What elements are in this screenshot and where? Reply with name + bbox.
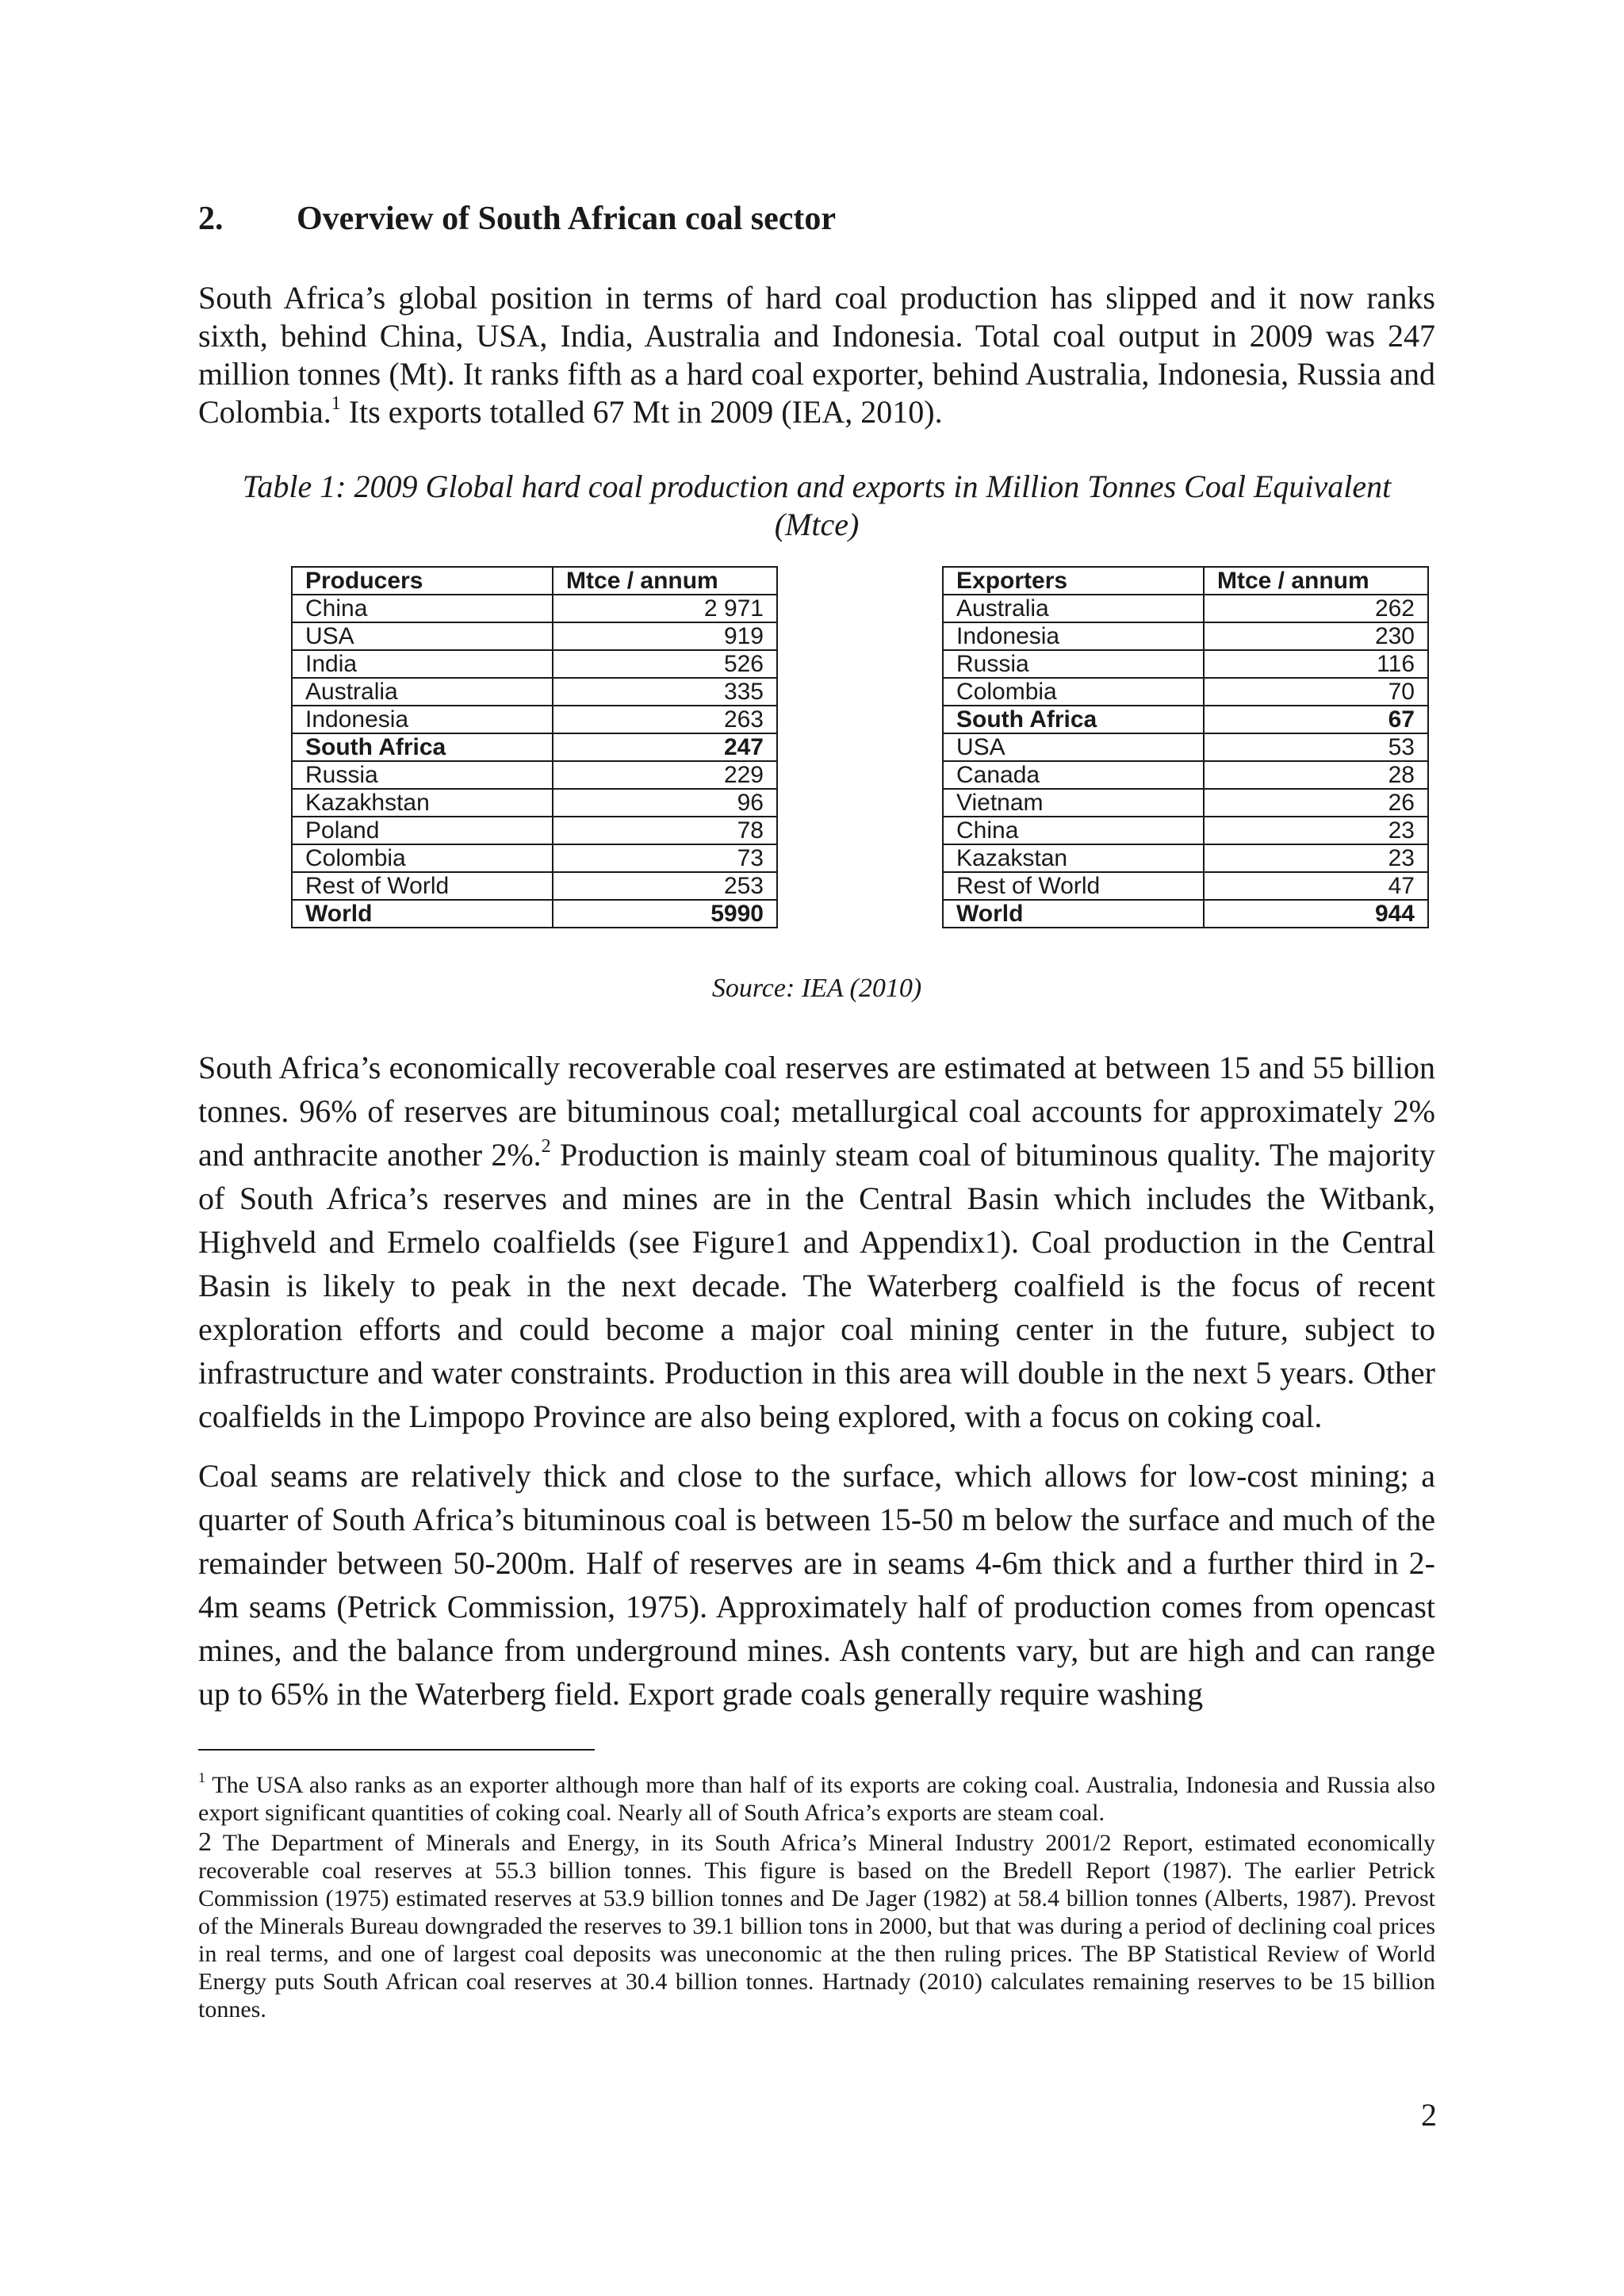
- table-row: [292, 900, 777, 928]
- country-cell: India: [292, 650, 553, 678]
- country-cell: Colombia: [292, 844, 553, 872]
- column-header: Exporters: [943, 567, 1204, 595]
- value-cell: 73: [553, 844, 777, 872]
- paragraph-coal-ranking: [198, 279, 1435, 431]
- value-cell: 229: [553, 761, 777, 789]
- value-cell: 253: [553, 872, 777, 900]
- footnote-mark: 1: [198, 1770, 205, 1786]
- table-row: [943, 622, 1428, 650]
- value-cell: 2 971: [553, 595, 777, 622]
- value-cell: 26: [1204, 789, 1428, 817]
- page-number: 2: [1421, 2097, 1437, 2133]
- table-row: [943, 900, 1428, 928]
- page-content: [198, 198, 1435, 2023]
- column-header: Mtce / annum: [553, 567, 777, 595]
- table-row: [292, 761, 777, 789]
- country-cell: USA: [292, 622, 553, 650]
- country-cell: Rest of World: [943, 872, 1204, 900]
- value-cell: 116: [1204, 650, 1428, 678]
- footnote-divider: [198, 1749, 595, 1751]
- value-cell: 919: [553, 622, 777, 650]
- paragraph-text: Its exports totalled 67 Mt in 2009 (IEA, 2010).: [340, 394, 943, 430]
- section-number: 2.: [198, 201, 224, 237]
- table-row: [943, 872, 1428, 900]
- table-row: [943, 817, 1428, 844]
- table-row: [292, 595, 777, 622]
- table-row: [943, 761, 1428, 789]
- column-header: Producers: [292, 567, 553, 595]
- value-cell: 53: [1204, 733, 1428, 761]
- country-cell: China: [292, 595, 553, 622]
- table-row: [943, 650, 1428, 678]
- value-cell: 47: [1204, 872, 1428, 900]
- value-cell: 944: [1204, 900, 1428, 928]
- country-cell: World: [292, 900, 553, 928]
- value-cell: 247: [553, 733, 777, 761]
- producers-table: [291, 566, 778, 928]
- value-cell: 526: [553, 650, 777, 678]
- country-cell: Indonesia: [292, 706, 553, 733]
- country-cell: Russia: [943, 650, 1204, 678]
- exporters-table: [942, 566, 1429, 928]
- country-cell: South Africa: [943, 706, 1204, 733]
- country-cell: World: [943, 900, 1204, 928]
- paragraph-coal-seams: Coal seams are relatively thick and close to the surface, which allows for low-cost mining; a quarter of South Africa’s bituminous coal is between 15-50 m below the surface and much of the remainder between 50-200m. Half of reserves are in seams 4-6m thick and a further third in 2-4m seams (Petrick Commission, 1975). Approximately half of production comes from opencast mines, and the balance from underground mines. Ash contents vary, but are high and can range up to 65% in the Waterberg field. Export grade coals generally require washing: [198, 1458, 1435, 1712]
- table-row: [292, 872, 777, 900]
- table-row: [943, 844, 1428, 872]
- country-cell: Russia: [292, 761, 553, 789]
- country-cell: Australia: [292, 678, 553, 706]
- value-cell: 23: [1204, 844, 1428, 872]
- footnote-text: The Department of Minerals and Energy, in its South Africa’s Mineral Industry 2001/2 Report, estimated economically recoverable coal reserves at 55.3 billion tonnes. This figure is based on the Bredell Report (1987). The earlier Petrick Commission (1975) estimated reserves at 53.9 billion tonnes and De Jager (1982) at 58.4 billion tonnes (Alberts, 1987). Prevost of the Minerals Bureau downgraded the reserves to 39.1 billion tons in 2000, but that was during a period of declining coal prices in real terms, and one of largest coal deposits was uneconomic at the then ruling prices. The BP Statistical Review of World Energy puts South African coal reserves at 30.4 billion tonnes. Hartnady (2010) calculates remaining reserves to be 15 billion tonnes.: [198, 1830, 1435, 2022]
- country-cell: Canada: [943, 761, 1204, 789]
- paragraph-coal-reserves: [198, 1046, 1435, 1438]
- table-source: Source: IEA (2010): [711, 974, 922, 1003]
- table-row: [292, 706, 777, 733]
- footnote-text: The USA also ranks as an exporter although more than half of its exports are coking coal. Australia, Indonesia and Russia also export significant quantities of coking coal. Nearly all of South Africa’s exports are steam coal.: [198, 1772, 1435, 1826]
- table-row: [292, 817, 777, 844]
- country-cell: Australia: [943, 595, 1204, 622]
- value-cell: 230: [1204, 622, 1428, 650]
- value-cell: 262: [1204, 595, 1428, 622]
- footnote-1: [198, 1771, 1435, 1827]
- table-row: [943, 789, 1428, 817]
- country-cell: Indonesia: [943, 622, 1204, 650]
- footnote-mark: 2: [198, 1827, 212, 1857]
- value-cell: 263: [553, 706, 777, 733]
- country-cell: South Africa: [292, 733, 553, 761]
- table-row: [943, 733, 1428, 761]
- table-row: [292, 844, 777, 872]
- footnote-2: [198, 1828, 1435, 2023]
- table-row: [292, 650, 777, 678]
- value-cell: 67: [1204, 706, 1428, 733]
- country-cell: China: [943, 817, 1204, 844]
- table-row: [943, 678, 1428, 706]
- country-cell: Poland: [292, 817, 553, 844]
- column-header: Mtce / annum: [1204, 567, 1428, 595]
- section-heading: [198, 198, 1435, 239]
- value-cell: 335: [553, 678, 777, 706]
- paragraph-text: South Africa’s global position in terms of hard coal production has slipped and it now ranks sixth, behind China, USA, India, Australia and Indonesia. Total coal output in 2009 was 247 million tonnes (Mt). It ranks fifth as a hard coal exporter, behind Australia, Indonesia, Russia and Colombia.: [198, 280, 1435, 430]
- paragraph-text: Production is mainly steam coal of bituminous quality. The majority of South Africa’s reserves and mines are in the Central Basin which includes the Witbank, Highveld and Ermelo coalfields (see Figure1 and Appendix1). Coal production in the Central Basin is likely to peak in the next decade. The Waterberg coalfield is the focus of recent exploration efforts and could become a major coal mining center in the future, subject to infrastructure and water constraints. Production in this area will double in the next 5 years. Other coalfields in the Limpopo Province are also being explored, with a focus on coking coal.: [198, 1137, 1435, 1434]
- section-title: Overview of South African coal sector: [297, 201, 837, 237]
- value-cell: 23: [1204, 817, 1428, 844]
- footnote-ref-2[interactable]: 2: [541, 1136, 551, 1158]
- table-caption: Table 1: 2009 Global hard coal production and exports in Million Tonnes Coal Equivalent (Mtce): [242, 469, 1392, 542]
- tables-container: [198, 566, 1435, 957]
- value-cell: 96: [553, 789, 777, 817]
- value-cell: 70: [1204, 678, 1428, 706]
- value-cell: 78: [553, 817, 777, 844]
- table-row: [943, 595, 1428, 622]
- country-cell: Colombia: [943, 678, 1204, 706]
- value-cell: 5990: [553, 900, 777, 928]
- country-cell: Kazakhstan: [292, 789, 553, 817]
- table-row: [292, 622, 777, 650]
- table-header-row: [292, 567, 777, 595]
- table-row: [292, 733, 777, 761]
- country-cell: Kazakstan: [943, 844, 1204, 872]
- value-cell: 28: [1204, 761, 1428, 789]
- footnote-ref-1[interactable]: 1: [331, 393, 341, 415]
- paragraph-text: South Africa’s economically recoverable coal reserves are estimated at between 15 and 55 billion tonnes. 96% of reserves are bituminous coal; metallurgical coal accounts for approximately 2% and anthracite another 2%.: [198, 1050, 1435, 1173]
- country-cell: Vietnam: [943, 789, 1204, 817]
- table-row: [943, 706, 1428, 733]
- table-header-row: [943, 567, 1428, 595]
- table-row: [292, 678, 777, 706]
- table-row: [292, 789, 777, 817]
- country-cell: USA: [943, 733, 1204, 761]
- country-cell: Rest of World: [292, 872, 553, 900]
